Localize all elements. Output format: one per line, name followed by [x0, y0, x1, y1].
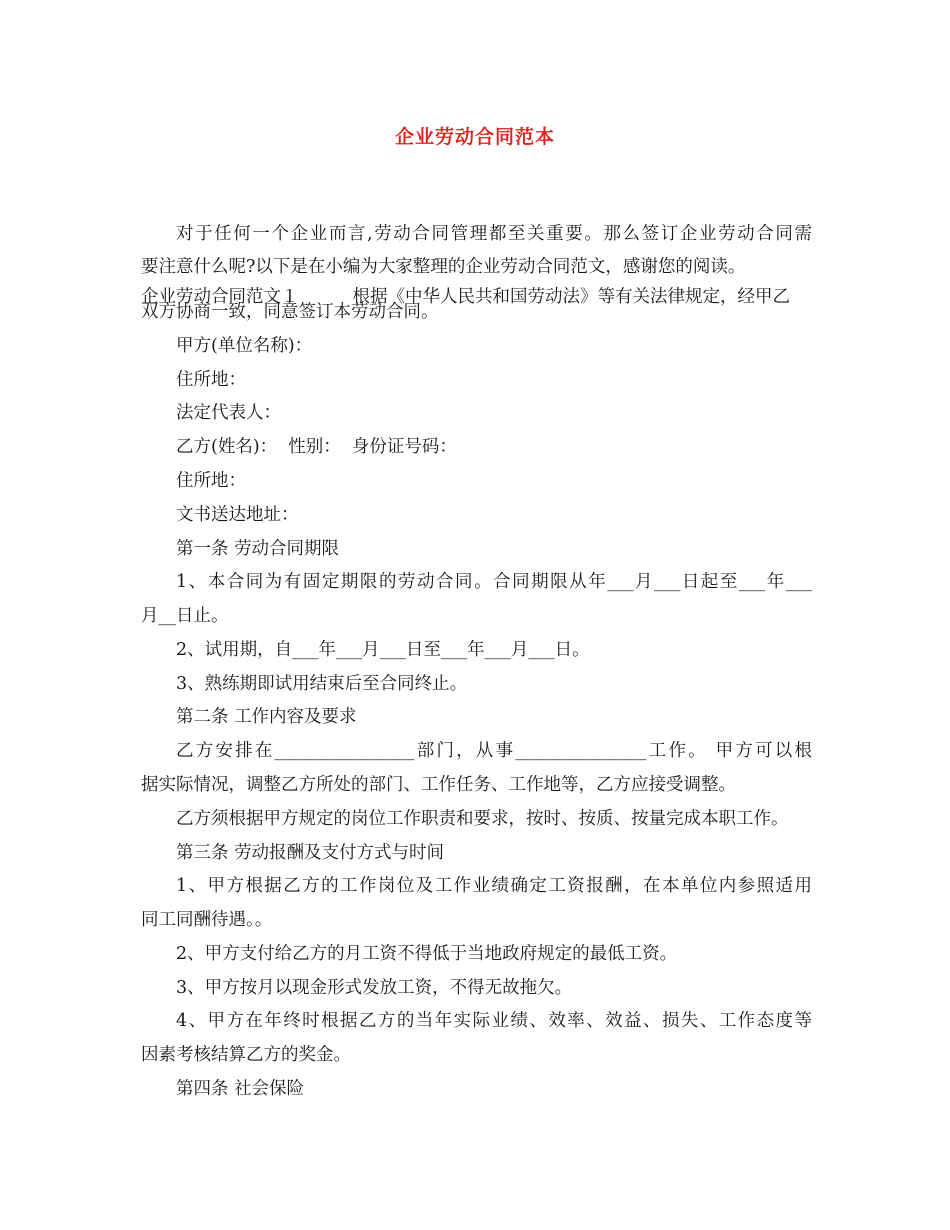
sample-label: 企业劳动合同范文１: [141, 287, 299, 307]
party-b-mail: 文书送达地址：: [176, 505, 299, 525]
article-2-p1-line-2: 据实际情况，调整乙方所处的部门、工作任务、工作地等，乙方应接受调整。: [141, 775, 736, 795]
article-3-p1-line-1: 1、甲方根据乙方的工作岗位及工作业绩确定工资报酬，在本单位内参照适用: [176, 876, 812, 896]
article-1-p1-line-2: 月__日止。: [141, 606, 229, 626]
party-a-rep: 法定代表人：: [176, 403, 281, 423]
article-3-p4-line-2: 因素考核结算乙方的奖金。: [141, 1045, 351, 1065]
intro-line-2: 要注意什么呢?以下是在小编为大家整理的企业劳动合同范文，感谢您的阅读。: [141, 257, 746, 277]
party-a-name: 甲方(单位名称)：: [176, 336, 313, 356]
article-1-p1-line-1: 1、本合同为有固定期限的劳动合同。合同期限从年___月___日起至___年___: [176, 572, 812, 592]
party-a-address: 住所地：: [176, 370, 246, 390]
article-3-p4-line-1: 4、甲方在年终时根据乙方的当年实际业绩、效率、效益、损失、工作态度等: [176, 1011, 812, 1031]
article-3-p3: 3、甲方按月以现金形式发放工资，不得无故拖欠。: [176, 978, 573, 998]
party-b-address: 住所地：: [176, 471, 246, 491]
article-1-p3: 3、熟练期即试用结束后至合同终止。: [176, 674, 468, 694]
article-2-p2: 乙方须根据甲方规定的岗位工作职责和要求，按时、按质、按量完成本职工作。: [176, 809, 789, 829]
article-4-title: 第四条 社会保险: [176, 1079, 305, 1099]
document-title: 企业劳动合同范本: [394, 126, 555, 148]
sample-text: 根据《中华人民共和国劳动法》等有关法律规定，经甲乙: [352, 287, 790, 307]
article-3-p2: 2、甲方支付给乙方的月工资不得低于当地政府规定的最低工资。: [176, 944, 678, 964]
article-2-title: 第二条 工作内容及要求: [176, 707, 357, 727]
sample-cont: 双方协商一致，同意签订本劳动合同。: [141, 302, 439, 322]
article-1-title: 第一条 劳动合同期限: [176, 539, 340, 559]
article-3-title: 第三条 劳动报酬及支付方式与时间: [176, 843, 445, 863]
article-1-p2: 2、试用期，自___年___月___日至___年___月___日。: [176, 640, 590, 660]
article-3-p1-line-2: 同工同酬待遇。。: [141, 910, 273, 930]
party-b-info: 乙方(姓名)： 性别： 身份证号码：: [176, 437, 457, 457]
intro-line-1: 对于任何一个企业而言,劳动合同管理都至关重要。那么签订企业劳动合同需: [176, 224, 812, 244]
article-2-p1-line-1: 乙方安排在________________部门，从事_______________工作。 甲方可以根: [176, 741, 812, 761]
